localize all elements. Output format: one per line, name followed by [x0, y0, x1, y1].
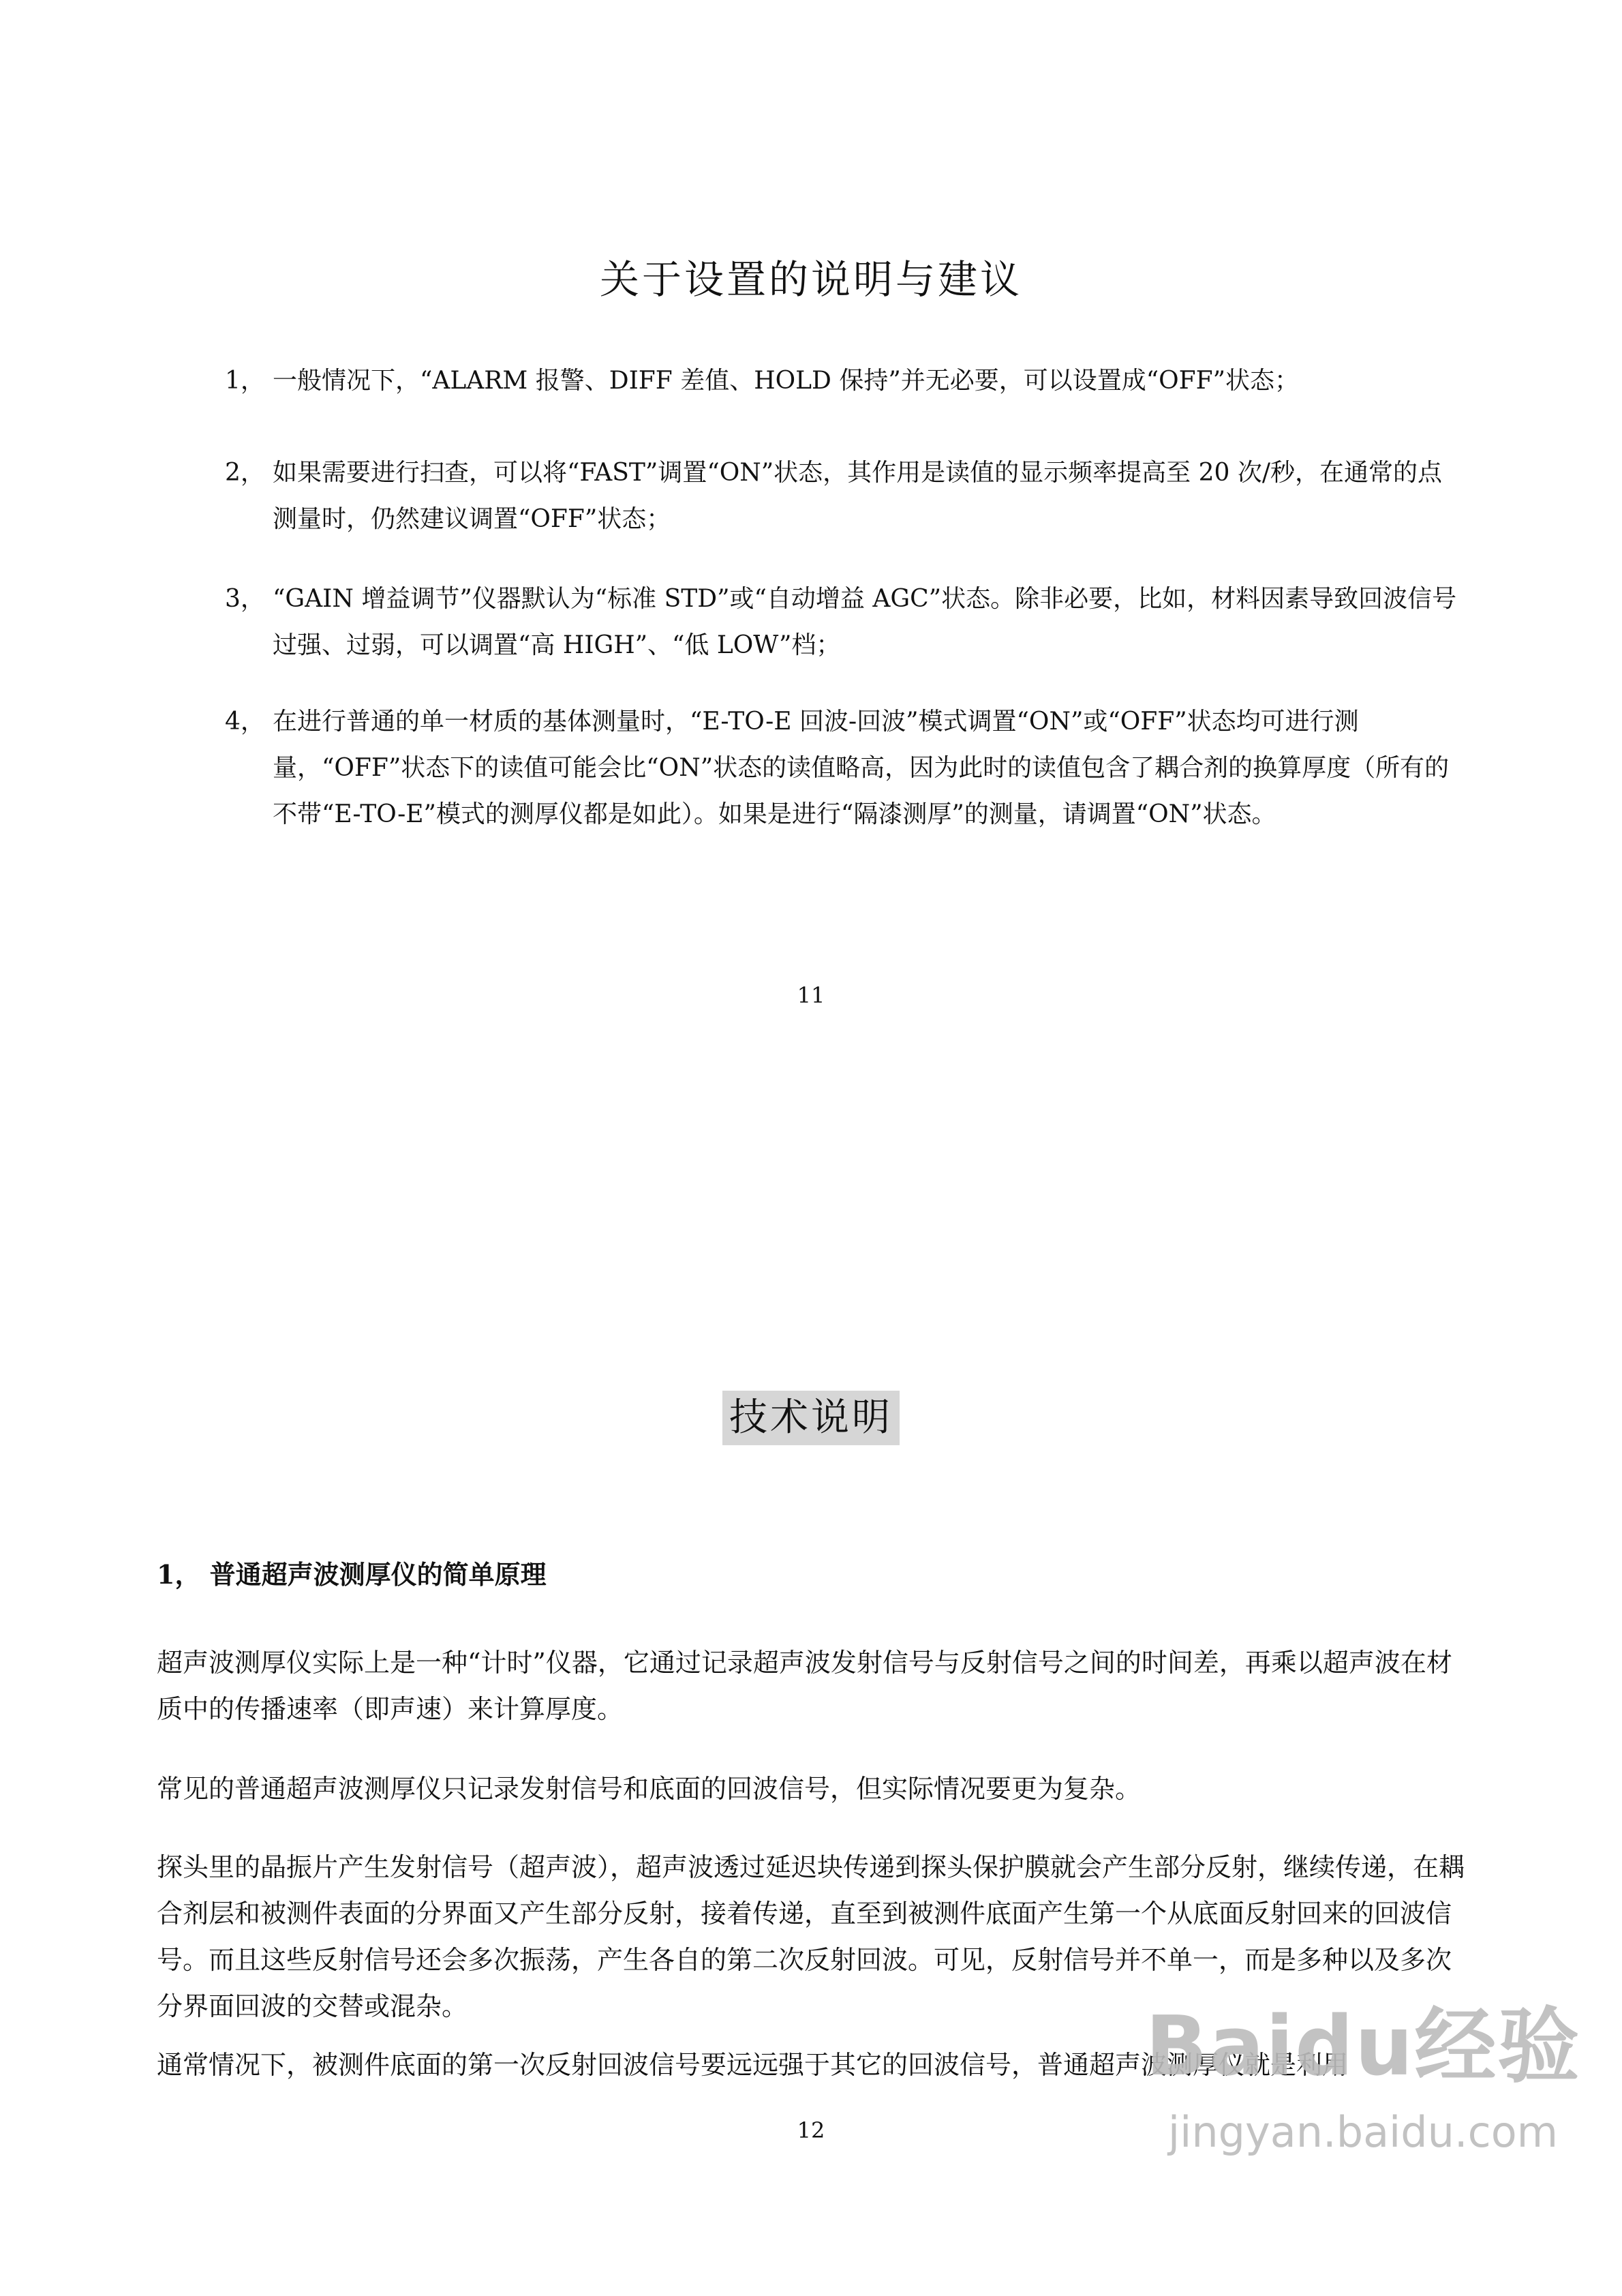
list-item [225, 358, 1465, 404]
list-item [225, 450, 1465, 543]
section-heading: 1， 普通超声波测厚仪的简单原理 [157, 1559, 547, 1590]
page-title-settings: 关于设置的说明与建议 [599, 256, 1022, 303]
baidu-watermark [1145, 1996, 1581, 2201]
list-item-number: 1， [225, 367, 265, 395]
list-item-number: 4， [225, 708, 265, 736]
list-item-number: 3， [225, 585, 265, 613]
list-item-text: 如果需要进行扫查，可以将“FAST”调置“ON”状态，其作用是读值的显示频率提高至 20 次/秒，在通常的点测量时，仍然建议调置“OFF”状态； [273, 459, 1442, 533]
page-number: 11 [797, 982, 825, 1008]
page-number: 12 [797, 2117, 825, 2143]
list-item-text: “GAIN 增益调节”仪器默认为“标准 STD”或“自动增益 AGC”状态。除非必要，比如，材料因素导致回波信号过强、过弱，可以调置“高 HIGH”、“低 LOW”档； [273, 585, 1457, 659]
list-item-text: 一般情况下，“ALARM 报警、DIFF 差值、HOLD 保持”并无必要，可以设置成“OFF”状态； [273, 367, 1300, 395]
paragraph: 超声波测厚仪实际上是一种“计时”仪器，它通过记录超声波发射信号与反射信号之间的时间差，再乘以超声波在材质中的传播速率（即声速）来计算厚度。 [157, 1648, 1452, 1724]
page-title-technical: 技术说明 [722, 1391, 900, 1445]
paragraph: 通常情况下，被测件底面的第一次反射回波信号要远远强于其它的回波信号，普通超声波测厚仪就是利用 [157, 2050, 1349, 2080]
paragraph: 探头里的晶振片产生发射信号（超声波），超声波透过延迟块传递到探头保护膜就会产生部分反射，继续传递，在耦合剂层和被测件表面的分界面又产生部分反射，接着传递，直至到被测件底面产生第一个从底面反射回来的回波信号。而且这些反射信号还会多次振荡，产生各自的第二次反射回波。可见，反射信号并不单一，而是多种以及多次分界面回波的交替或混杂。 [157, 1852, 1465, 2021]
baidu-logo-icon: Baidu经验 [1145, 1999, 1581, 2094]
list-item [225, 699, 1465, 838]
list-item-text: 在进行普通的单一材质的基体测量时，“E-TO-E 回波-回波”模式调置“ON”或“OFF”状态均可进行测量，“OFF”状态下的读值可能会比“ON”状态的读值略高，因为此时的读值包含了耦合剂的换算厚度（所有的不带“E-TO-E”模式的测厚仪都是如此）。如果是进行“隔漆测厚”的测量，请调置“ON”状态。 [273, 708, 1450, 828]
watermark-url: jingyan.baidu.com [1167, 2107, 1559, 2157]
list-item-number: 2， [225, 459, 265, 487]
section-title-wrapper [0, 1391, 1622, 1445]
list-item [225, 576, 1465, 669]
paragraph: 常见的普通超声波测厚仪只记录发射信号和底面的回波信号，但实际情况要更为复杂。 [157, 1774, 1142, 1804]
